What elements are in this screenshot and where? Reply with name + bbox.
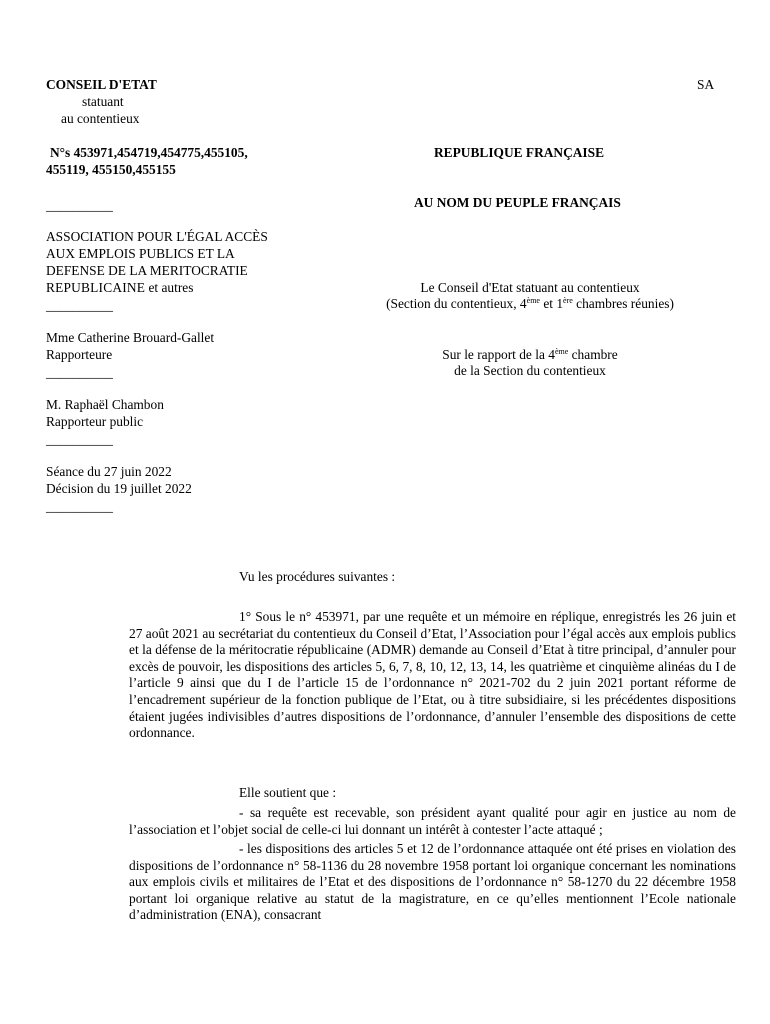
party-line1: ASSOCIATION POUR L'ÉGAL ACCÈS: [46, 229, 268, 244]
court-statuant: statuant: [82, 94, 124, 109]
rapport-text-a: Sur le rapport de la 4: [442, 347, 555, 362]
formation-sup-1: ème: [526, 296, 540, 305]
rapport-line2: de la Section du contentieux: [454, 363, 606, 378]
reference-code: SA: [697, 77, 715, 92]
separator: __________: [46, 198, 113, 213]
formation-text-b: et 1: [539, 296, 564, 311]
formation-line2: [340, 296, 720, 313]
rapporteur-public-role: Rapporteur public: [46, 414, 144, 429]
decision-date: Décision du 19 juillet 2022: [46, 481, 192, 496]
vu-procedures: Vu les procédures suivantes :: [239, 569, 396, 584]
party-line4: [46, 280, 193, 297]
court-contentieux: au contentieux: [61, 111, 140, 126]
rapport-sup: ème: [554, 347, 569, 356]
people-heading: AU NOM DU PEUPLE FRANÇAIS: [414, 195, 621, 210]
argument-2-text: - les dispositions des articles 5 et 12 de l’ordonnance attaquée ont été prises en violation des dispositions de l’ordonnance n° 58-1136 du 28 novembre 1958 portant loi organique concernant les nominations aux emplois civils et militaires de l’Etat et des dispositions de l’ordonnance n° 58-1270 du 22 décembre 1958 portant loi organique relative au statut de la magistrature, en ce qu’elles mentionnent l’Ecole nationale d’administration (ENA), consacrant: [129, 841, 736, 923]
party-line4-name: REPUBLICAINE: [46, 280, 146, 295]
argument-2: [129, 841, 736, 924]
separator: __________: [46, 499, 113, 514]
formation-sup-2: ère: [563, 296, 573, 305]
case-numbers-line2: 455119, 455150,455155: [46, 162, 176, 177]
formation-line1: Le Conseil d'Etat statuant au contentieux: [420, 280, 640, 295]
rapporteure-name: Mme Catherine Brouard-Gallet: [46, 330, 215, 345]
party-line2: AUX EMPLOIS PUBLICS ET LA: [46, 246, 235, 261]
rapport-line1: [360, 347, 700, 364]
argument-1-text: - sa requête est recevable, son président ayant qualité pour agir en justice au nom de l’association et l’objet social de celle-ci lui donnant un intérêt à contester l’acte attaqué ;: [129, 805, 736, 837]
argument-1: [129, 805, 736, 838]
separator: __________: [46, 365, 113, 380]
paragraph-1: [129, 609, 736, 742]
court-name: CONSEIL D'ETAT: [46, 77, 157, 92]
seance-date: Séance du 27 juin 2022: [46, 464, 172, 479]
case-numbers-line1: N°s 453971,454719,454775,455105,: [50, 145, 248, 160]
rapport-text-b: chambre: [568, 347, 618, 362]
formation-text-c: chambres réunies): [572, 296, 674, 311]
rapporteur-public-name: M. Raphaël Chambon: [46, 397, 164, 412]
rapporteure-role: Rapporteure: [46, 347, 113, 362]
separator: __________: [46, 432, 113, 447]
formation-text-a: (Section du contentieux, 4: [386, 296, 527, 311]
paragraph-1-text: 1° Sous le n° 453971, par une requête et un mémoire en réplique, enregistrés les 26 juin et 27 août 2021 au secrétariat du contentieux du Conseil d’Etat, l’Association pour l’égal accès aux emplois publics et la défense de la méritocratie républicaine (ADMR) demande au Conseil d’Etat à titre principal, d’annuler pour excès de pouvoir, les dispositions des articles 5, 6, 7, 8, 10, 12, 13, 14, les quatrième et cinquième alinéas du I de l’article 9 ainsi que du I de l’article 15 de l’ordonnance n° 2021-702 du 2 juin 2021 portant réforme de l’encadrement supérieur de la fonction publique de l’Etat, ou à titre subsidiaire, si les précédentes dispositions étaient jugées indivisibles d’autres dispositions de l’ordonnance, d’annuler l’ensemble des dispositions de cette ordonnance.: [129, 609, 736, 741]
separator: __________: [46, 298, 113, 313]
party-line4-suffix: et autres: [145, 280, 194, 295]
party-line3: DEFENSE DE LA MERITOCRATIE: [46, 263, 248, 278]
soutient-heading: Elle soutient que :: [239, 785, 337, 800]
republic-heading: REPUBLIQUE FRANÇAISE: [434, 145, 605, 160]
